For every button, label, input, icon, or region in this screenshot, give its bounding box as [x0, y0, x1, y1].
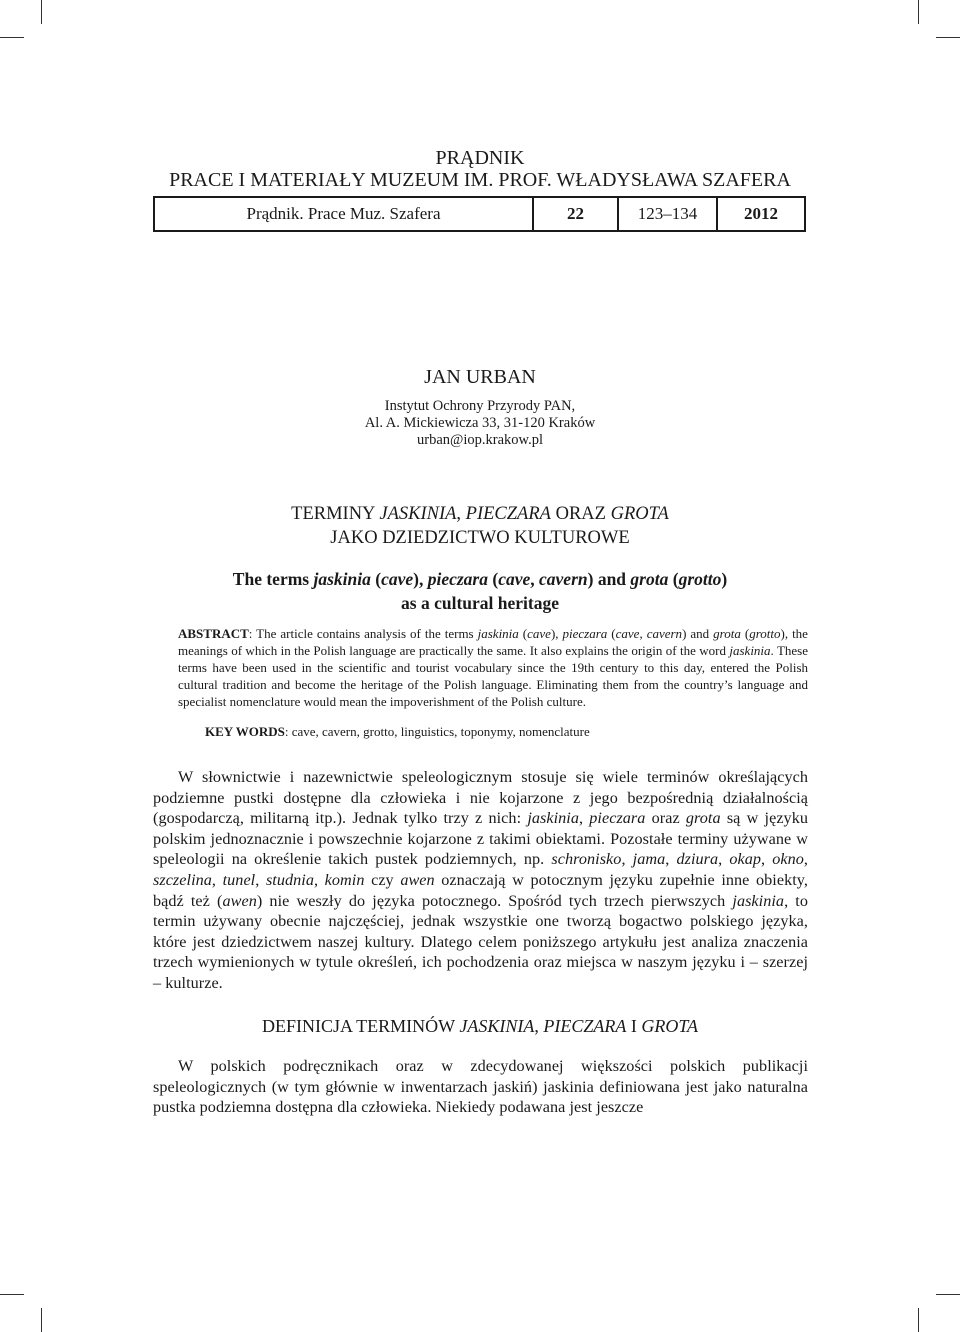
crop-mark [0, 37, 24, 38]
abstract-span: : The article contains analysis of the terms [248, 626, 478, 641]
year-cell: 2012 [717, 197, 805, 231]
term-italic: pieczara [562, 626, 608, 641]
body-span: W słownictwie i nazewnictwie speleologicznym stosuje się wiele terminów określających podziemne pustki dostępne dla człowieka i nie kojarzone z jego bezpośrednią działalnością (gospodarczą, militarną itp.). Jednak tylko trzy z nich: [153, 768, 808, 828]
body-span: , [803, 850, 809, 869]
pages-cell: 123–134 [618, 197, 717, 231]
title-polish-line1 [0, 502, 960, 526]
body-span: , [718, 850, 730, 869]
term-italic: jaskinia [732, 891, 785, 910]
title-text: ) [721, 569, 728, 589]
title-english-line2: as a cultural heritage [401, 593, 559, 613]
term-italic: tunel [222, 870, 256, 889]
institution: Instytut Ochrony Przyrody PAN, [384, 398, 576, 414]
citation-cell: Prądnik. Prace Muz. Szafera [154, 197, 533, 231]
body-span: ) nie weszły do języka potocznego. Spośród tych trzech pierwszych [256, 891, 733, 910]
abstract-span: ), [550, 626, 563, 641]
journal-name: PRĄDNIK [435, 147, 525, 169]
term-italic: cave [498, 569, 531, 589]
citation-table [153, 196, 806, 232]
term-italic: jaskinia [313, 569, 371, 589]
keywords [205, 723, 805, 740]
crop-mark [41, 0, 42, 24]
term-italic: cavern [646, 626, 683, 641]
term-italic: PIECZARA [543, 1016, 627, 1036]
body-span: , [211, 870, 223, 889]
title-text: , [530, 569, 540, 589]
keywords-text: : cave, cavern, grotto, linguistics, toponymy, nomenclature [284, 724, 590, 739]
term-italic: grotto [749, 626, 781, 641]
abstract-span: . These terms have been used in the scientific and tourist vocabulary since the 19th century to this day, entered the Polish cultural tradition and become the heritage of the Polish language. Eliminating them from the country’s language and specialist nomenclature would mean the impoverishment of the Polish culture. [178, 643, 808, 709]
term-italic: cavern [539, 569, 588, 589]
abstract-text [178, 625, 808, 710]
term-italic: grota [630, 569, 669, 589]
term-italic: okap [729, 850, 762, 869]
title-text: ) and [587, 569, 631, 589]
term-italic: pieczara [427, 569, 488, 589]
term-italic: awen [222, 891, 257, 910]
term-italic: grota [713, 626, 741, 641]
title-text: ( [668, 569, 679, 589]
title-text: TERMINY [291, 504, 380, 524]
title-polish [0, 502, 960, 550]
term-italic: jaskinia [527, 809, 579, 828]
heading-text: DEFINICJA TERMINÓW [262, 1016, 460, 1036]
abstract-span: ( [518, 626, 528, 641]
term-italic: PIECZARA [465, 504, 551, 524]
heading-text: , [534, 1016, 544, 1036]
term-italic: pieczara [589, 809, 646, 828]
abstract-span: ( [740, 626, 750, 641]
title-english [0, 567, 960, 615]
term-italic: szczelina [153, 870, 212, 889]
body-span: czy [364, 870, 401, 889]
intro-paragraph [153, 767, 808, 994]
title-text: The terms [232, 569, 314, 589]
author-name: JAN URBAN [424, 366, 536, 388]
intro-text [153, 767, 808, 994]
address: Al. A. Mickiewicza 33, 31-120 Kraków [364, 415, 596, 431]
title-english-line1 [0, 567, 960, 591]
term-italic: grota [685, 809, 721, 828]
heading-text: I [626, 1016, 642, 1036]
crop-mark [918, 1308, 919, 1332]
crop-mark [936, 1294, 960, 1295]
term-italic: GROTA [610, 504, 669, 524]
term-italic: awen [400, 870, 435, 889]
author-affiliation [0, 398, 960, 449]
title-text: ( [370, 569, 382, 589]
term-italic: JASKINIA [459, 1016, 535, 1036]
title-text: , [456, 504, 466, 524]
term-italic: jaskinia [477, 626, 519, 641]
term-italic: cave [615, 626, 640, 641]
section-heading [0, 1014, 960, 1038]
journal-full-title: PRACE I MATERIAŁY MUZEUM IM. PROF. WŁADYSŁAWA SZAFERA [169, 169, 791, 191]
term-italic: komin [324, 870, 365, 889]
term-italic: cave [381, 569, 414, 589]
body-span: , [621, 850, 633, 869]
body-span: , [313, 870, 325, 889]
term-italic: grotto [678, 569, 722, 589]
crop-mark [936, 37, 960, 38]
keywords-label: KEY WORDS [205, 724, 285, 739]
body-span: , [761, 850, 773, 869]
email[interactable]: urban@iop.krakow.pl [417, 432, 543, 448]
term-italic: studnia [265, 870, 314, 889]
body-span: , [255, 870, 266, 889]
section-text: W polskich podręcznikach oraz w zdecydowanej większości polskich publikacji speleologicznych (w tym głównie w inwentarzach jaskiń) jaskinia definiowana jest jako naturalna pustka podziemna dostępna dla człowieka. Niekiedy podawana jest jeszcze [153, 1057, 808, 1117]
crop-mark [918, 0, 919, 24]
section-paragraph [153, 1056, 808, 1118]
crop-mark [0, 1294, 24, 1295]
abstract-span: ( [607, 626, 616, 641]
body-span: oraz [645, 809, 686, 828]
volume-cell: 22 [533, 197, 618, 231]
abstract-span: ), the meanings of which in the Polish language are practically the same. It also explains the origin of the word [178, 626, 808, 658]
abstract-span: ) and [682, 626, 714, 641]
crop-mark [41, 1308, 42, 1332]
term-italic: schronisko [551, 850, 622, 869]
term-italic: GROTA [641, 1016, 698, 1036]
body-span: są w języku polskim jednoznacznie i powszechnie kojarzone z takimi obiektami. Pozostałe terminy używane w speleologii na określenie takich pustek podziemnych, np. [153, 809, 808, 869]
body-span: , [578, 809, 590, 828]
term-italic: jama [632, 850, 666, 869]
body-span: oznaczają w potocznym języku zupełnie inne obiekty, bądź też ( [153, 870, 808, 910]
title-text: ), [413, 569, 428, 589]
term-italic: dziura [676, 850, 719, 869]
term-italic: cave [527, 626, 551, 641]
abstract-span: , [639, 626, 647, 641]
body-span: , to termin używany obecnie najczęściej, jednak wszystkie one tworzą bogactwo polskiego języka, które jest dziedzictwem naszej kultury. Dlatego celem poniższego artykułu jest analiza znaczenia trzech wymienionych w tytule określeń, ich pochodzenia oraz miejsca w naszym języku i – szerzej – kulturze. [153, 891, 808, 992]
body-span: , [665, 850, 677, 869]
title-text: ( [488, 569, 499, 589]
title-text: ORAZ [550, 504, 611, 524]
abstract-label: ABSTRACT [178, 626, 249, 641]
term-italic: okno [772, 850, 804, 869]
title-polish-line2: JAKO DZIEDZICTWO KULTUROWE [330, 528, 630, 548]
abstract [178, 625, 808, 710]
term-italic: JASKINIA [379, 504, 457, 524]
term-italic: jaskinia [729, 643, 771, 658]
